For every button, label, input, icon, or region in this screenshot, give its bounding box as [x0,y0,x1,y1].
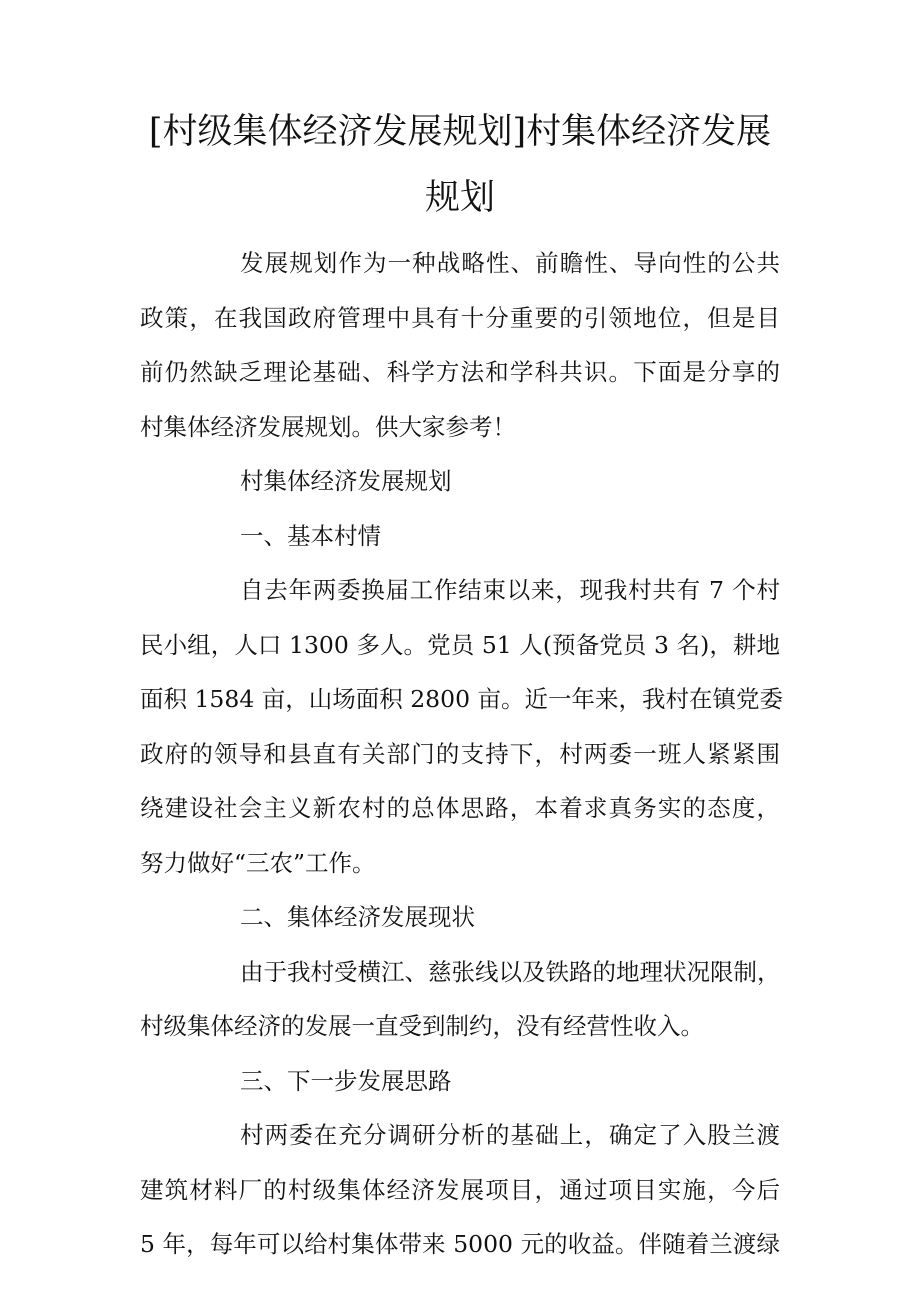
body-line: 村集体经济发展规划 [240,467,452,495]
body-line: 努力做好“三农”工作。 [140,848,376,877]
body-line: 由于我村受横江、慈张线以及铁路的地理状况限制， [240,957,781,986]
body-line: 发展规划作为一种战略性、前瞻性、导向性的公共 [240,249,780,277]
body-line: 政府的领导和县直有关部门的支持下，村两委一班人紧紧围 [140,739,780,768]
body-line: 自去年两委换届工作结束以来，现我村共有 7 个村 [240,576,780,604]
document-title-line-1: [村级集体经济发展规划]村集体经济发展 [148,112,772,152]
body-line: 二、集体经济发展现状 [240,903,475,931]
body-line: 一、基本村情 [240,521,381,550]
body-line: 三、下一步发展思路 [240,1066,452,1095]
body-line: 前仍然缺乏理论基础、科学方法和学科共识。下面是分享的 [140,358,780,386]
body-line: 村级集体经济的发展一直受到制约，没有经营性收入。 [140,1012,704,1040]
body-line: 5 年，每年可以给村集体带来 5000 元的收益。伴随着兰渡绿 [140,1230,780,1258]
body-line: 面积 1584 亩，山场面积 2800 亩。近一年来，我村在镇党委 [140,685,783,713]
document-title-line-2: 规划 [424,178,495,218]
body-line: 绕建设社会主义新农村的总体思路，本着求真务实的态度， [140,794,780,822]
body-line: 政策，在我国政府管理中具有十分重要的引领地位，但是目 [140,303,780,332]
body-line: 民小组，人口 1300 多人。党员 51 人(预备党员 3 名)，耕地 [140,630,780,659]
body-line: 村集体经济发展规划。供大家参考！ [140,412,516,441]
body-line: 建筑材料厂的村级集体经济发展项目，通过项目实施，今后 [140,1175,780,1204]
document-body [140,236,783,1272]
body-line: 村两委在充分调研分析的基础上，确定了入股兰渡 [240,1121,780,1149]
